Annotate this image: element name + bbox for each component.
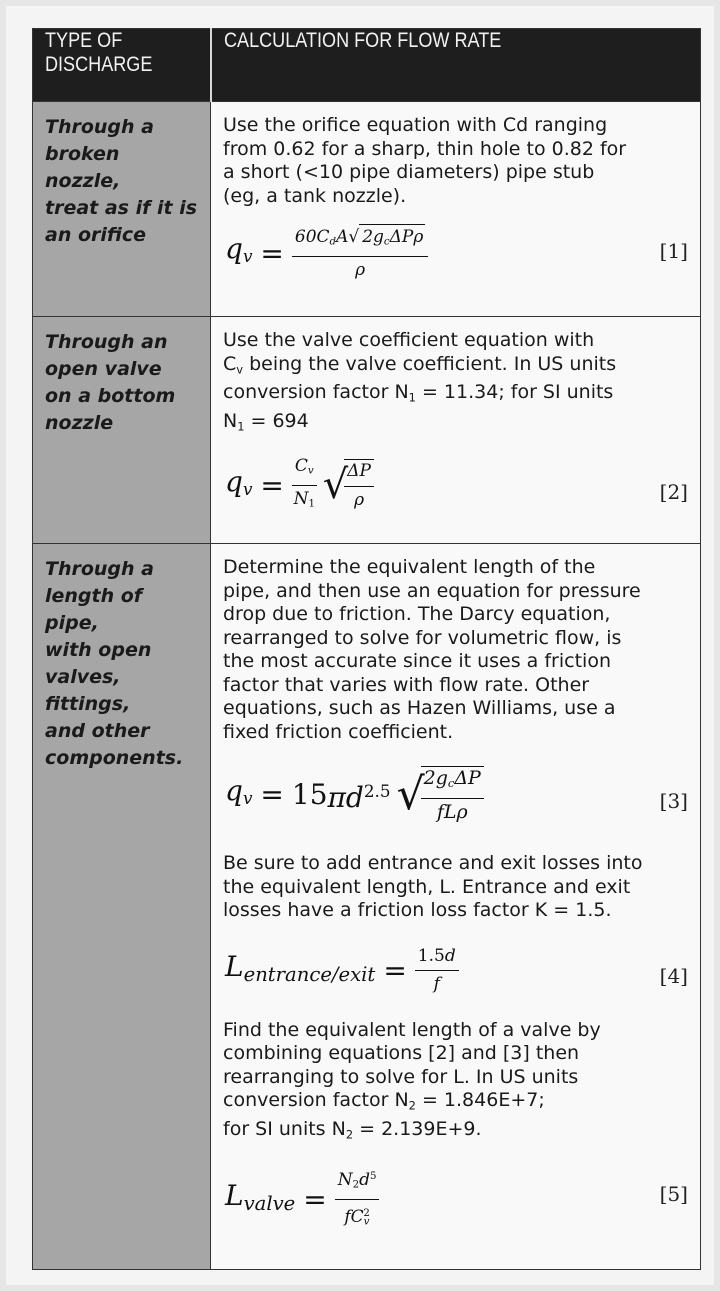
type-line: treat as if it is: [45, 197, 198, 219]
type-line: on a bottom: [45, 385, 176, 407]
type-line: open valve: [45, 358, 162, 380]
equation-4-formula: $L_{entrance/exit}$ = $\frac{1.5d}{f}$: [225, 945, 459, 997]
type-line: and other: [45, 720, 150, 743]
equation-2: [223, 447, 688, 531]
header-col1-line1: TYPE OF: [45, 29, 123, 52]
calc-cell: [211, 544, 701, 1270]
type-line: Through a: [45, 116, 154, 138]
type-line: with open: [45, 639, 152, 662]
type-cell: [33, 544, 211, 1270]
text-line: rearranging to solve for L. In US units: [223, 1065, 579, 1088]
equation-number: [5]: [659, 1182, 688, 1207]
equation-5-formula: $L_{valve}$ = $\frac{N_2d^5}{fC_v^2}$: [225, 1165, 379, 1234]
type-line: components.: [45, 747, 184, 770]
type-line: valves, fittings,: [45, 666, 131, 716]
calc-cell: [211, 102, 701, 317]
text-line: conversion factor N1 = 11.34; for SI units: [223, 381, 614, 405]
equation-3-formula: $q_v = 15\pi d^{2.5}$ √ $\frac{2g_c\Delta P}{\text{fLρ}}$: [225, 766, 484, 824]
equation-1-formula: $q_v$ = $\frac{60C_dA√ 2g_c\Delta P\rho}{\rho}$: [225, 224, 428, 283]
text-line: for SI units N2 = 2.139E+9.: [223, 1118, 482, 1142]
text-line: drop due to friction. The Darcy equation,: [223, 603, 611, 626]
equation-3: [223, 752, 688, 852]
type-line: nozzle: [45, 412, 114, 434]
flow-rate-table: [32, 28, 701, 1270]
type-line: Through a: [45, 558, 154, 581]
text-line: Be sure to add entrance and exit losses into: [223, 852, 643, 875]
text-line: equations, such as Hazen Williams, use a: [223, 697, 616, 720]
type-cell: [33, 317, 211, 544]
type-line: Through an: [45, 331, 168, 353]
header-calculation: [211, 29, 701, 102]
header-row: [33, 29, 701, 102]
header-type-of-discharge: [33, 29, 211, 102]
text-line: (eg, a tank nozzle).: [223, 184, 407, 207]
text-line: pipe, and then use an equation for pressure: [223, 579, 641, 602]
text-line: Cv being the valve coefficient. In US units: [223, 352, 617, 376]
text-line: conversion factor N2 = 1.846E+7;: [223, 1089, 545, 1113]
text-line: from 0.62 for a sharp, thin hole to 0.82 for: [223, 137, 627, 160]
text-line: N1 = 694: [223, 410, 309, 434]
equation-5: [223, 1155, 688, 1241]
header-col1-line2: DISCHARGE: [45, 53, 153, 76]
text-line: Determine the equivalent length of the: [223, 556, 596, 579]
text-line: rearranged to solve for volumetric flow, is: [223, 626, 622, 649]
type-cell: [33, 102, 211, 317]
table-row-open-valve: [33, 317, 701, 544]
text-line: losses have a friction loss factor K = 1.5.: [223, 899, 612, 922]
equation-4: [223, 931, 688, 1019]
type-line: broken nozzle,: [45, 143, 121, 192]
equation-2-formula: $q_v$ = $\frac{C_v}{N_1}$ √ $\frac{\Delta P}{\rho}$: [225, 455, 374, 516]
equation-number: [3]: [659, 789, 688, 814]
calc-cell: [211, 317, 701, 544]
table-row-orifice: [33, 102, 701, 317]
text-line: factor that varies with flow rate. Other: [223, 673, 590, 696]
text-line: a short (<10 pipe diameters) pipe stub: [223, 161, 595, 183]
equation-number: [2]: [659, 480, 688, 505]
type-line: length of pipe,: [45, 585, 143, 635]
text-line: fixed friction coefficient.: [223, 720, 454, 743]
text-line: the equivalent length, L. Entrance and exit: [223, 875, 631, 898]
header-col2: CALCULATION FOR FLOW RATE: [223, 29, 501, 52]
text-line: Find the equivalent length of a valve by: [223, 1018, 601, 1041]
equation-number: [1]: [659, 239, 688, 263]
text-line: Use the orifice equation with Cd ranging: [223, 114, 608, 136]
text-line: combining equations [2] and [3] then: [223, 1042, 580, 1065]
type-line: an orifice: [45, 224, 147, 246]
equation-number: [4]: [659, 963, 688, 988]
equation-1: [223, 216, 688, 296]
table-row-pipe-length: [33, 544, 701, 1270]
text-line: Use the valve coefficient equation with: [223, 329, 595, 351]
text-line: the most accurate since it uses a friction: [223, 650, 611, 673]
